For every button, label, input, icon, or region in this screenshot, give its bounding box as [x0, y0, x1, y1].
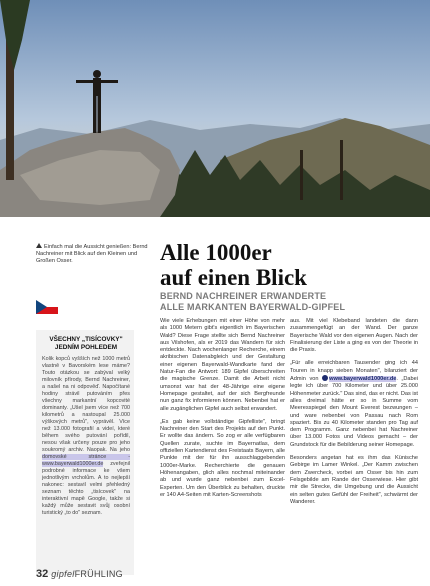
title-line-1: Alle 1000er [160, 240, 272, 265]
article-column-right [290, 318, 418, 512]
paragraph-text: . „Dabei legte ich über 700 Kilometer und über 25.000 Höhenmeter zurück." Das sind, das er nicht. Das ist alles dreimal hätte er so in Summe vom Meeresspiegel den Mount Everest bezwungen – und ware nebenbei von Passau nach Rom spaziert. Bis zu 40 Kilometer standen pro Tag auf dem Programm. Ganz nebenbei hat Nachreiner über 13.000 Fotos und Videos gemacht – der Grundstock für die Bebilderung seiner Homepage. [290, 376, 418, 448]
hero-photo [0, 0, 430, 217]
czech-sidebar [36, 330, 134, 575]
dead-tree [300, 150, 303, 200]
subtitle-line-1: BERND NACHREINER ERWANDERTE [160, 291, 327, 301]
subtitle [160, 291, 420, 313]
brand-prefix: gipfel [51, 569, 75, 579]
caption-arrow-icon [36, 243, 42, 248]
paragraph-text: „Für alle erreichbaren Tausender ging ich 44 Touren in knapp sieben Monaten", bilanziert der Admin von [290, 360, 418, 383]
caption-text: Einfach mal die Aussicht genießen: Bernd Nachreiner mit Blick auf den Kleinen und Großen Osser. [36, 244, 148, 265]
paragraph [290, 360, 418, 449]
czech-flag-icon [36, 300, 58, 314]
page-footer [36, 568, 123, 580]
paragraph: Besonders angetan hat es ihm das Künische Gebirge im Lamer Winkel. „Der Kamm zwischen dem Zwercheck, vorbei am Osser bis hin zum Felsgebilde am Rande der Osserwiese. Hier gibt mir die Strecke, die Umgebung und die Aussicht ein selten gutes Gefühl der Freiheit", schwärmt der Wanderer. [290, 455, 418, 505]
website-link[interactable]: www.bayerwald1000er.de [329, 376, 397, 383]
title-line-2: auf einen Blick [160, 265, 307, 290]
dead-tree [340, 140, 343, 200]
spacer [0, 217, 430, 237]
paragraph: „Es gab keine vollständige Gipfelliste", bringt Nachreiner den Start des Projekts auf den Punkt. Er wollte das ändern. So zog er alle verfügbaren Quellen zurate, suchte im Bayernatlas, dem offiziellen Kartendienst des Freistaats Bayern, alle Punkte mit der für ihn ausschlaggebenden 1000er-Marke. Recherchierte die genauen Höhenangaben, glich alles nochmal miteinander ab und wurde ganz nebenbei zum Excel-Experten. Um den Überblick zu behalten, druckte er 140 A4-Seiten mit Karten-Screenshots [160, 418, 285, 498]
photo-caption [36, 243, 154, 266]
sidebar-link[interactable]: domovské stránce - www.bayerwald1000er.de [42, 454, 130, 467]
article-column-middle [160, 318, 285, 505]
page-number: 32 [36, 568, 49, 580]
page-title [160, 240, 420, 290]
sidebar-title: VŠECHNY „TISÍCOVKY" JEDNÍM POHLEDEM [49, 336, 123, 351]
brand-suffix: FRÜHLING [74, 569, 123, 579]
paragraph: Wie viele Erhebungen mit einer Höhe von mehr als 1000 Metern gibt's eigentlich im Bayerischen Wald? Diese Frage stellte sich Bernd Nachreiner aus Vilshofen, als er 2019 das Wandern für sich entdeckte. Nach wochenlanger Recherche, einem akribischen Datenabgleich und der Gestaltung einer eigenen Bayerwald-Wandkarte fand der Natur-Fan die Antwort: 189 Gipfel überschreiten die magische Grenze. Damit die Arbeit nicht umsonst war hat der 48-Jährige eine eigene Homepage gestaltet, auf der sich Bergfreunde nun ganz fix informieren können. Nebenbei hat er alle zugänglichen Gipfel auch selbst erwandert. [160, 318, 285, 412]
sidebar-text-after: zveřejnil podrobné informace ke všem jednotlivým vrcholům. A to nejlepší nakonec: sestavil velmi přehledný seznam těchto „tisícovek" na interaktivní mapě Google, takže si každý může sestavit svůj osobní turistický „to do" seznam. [42, 461, 130, 516]
paragraph: aus. Mit viel Klebeband landeten die dann zusammengefügt an der Wand. Der ganze Bayerische Wald vor den eigenen Augen. Nach der Finalisierung der Liste a ging es von der Theorie in die Praxis. [290, 318, 418, 354]
subtitle-line-2: ALLE MARKANTEN BAYERWALD-GIPFEL [160, 302, 346, 312]
sidebar-text-before: Kolik kopců vyšších než 1000 metrů vlastně v Bavorském lese máme? Touto otázkou se zabýval velký milovník přírody, Bernd Nachreiner, a našel na ni odpověď. Napočítané hodiny strávil putováním přes všechny markantní kopcovité dominanty. „Ušel jsem více než 700 kilometrů a nastoupal 25.000 výškových metrů", vyprávěl. Více než 13.000 fotografií a videí, které během svého putování pořídil, nesou však určeny pouze pro jeho soukromý archiv. Naopak. Na jeho [42, 356, 130, 453]
sidebar-text [42, 356, 130, 517]
globe-icon [322, 375, 328, 381]
magazine-brand [51, 569, 123, 579]
